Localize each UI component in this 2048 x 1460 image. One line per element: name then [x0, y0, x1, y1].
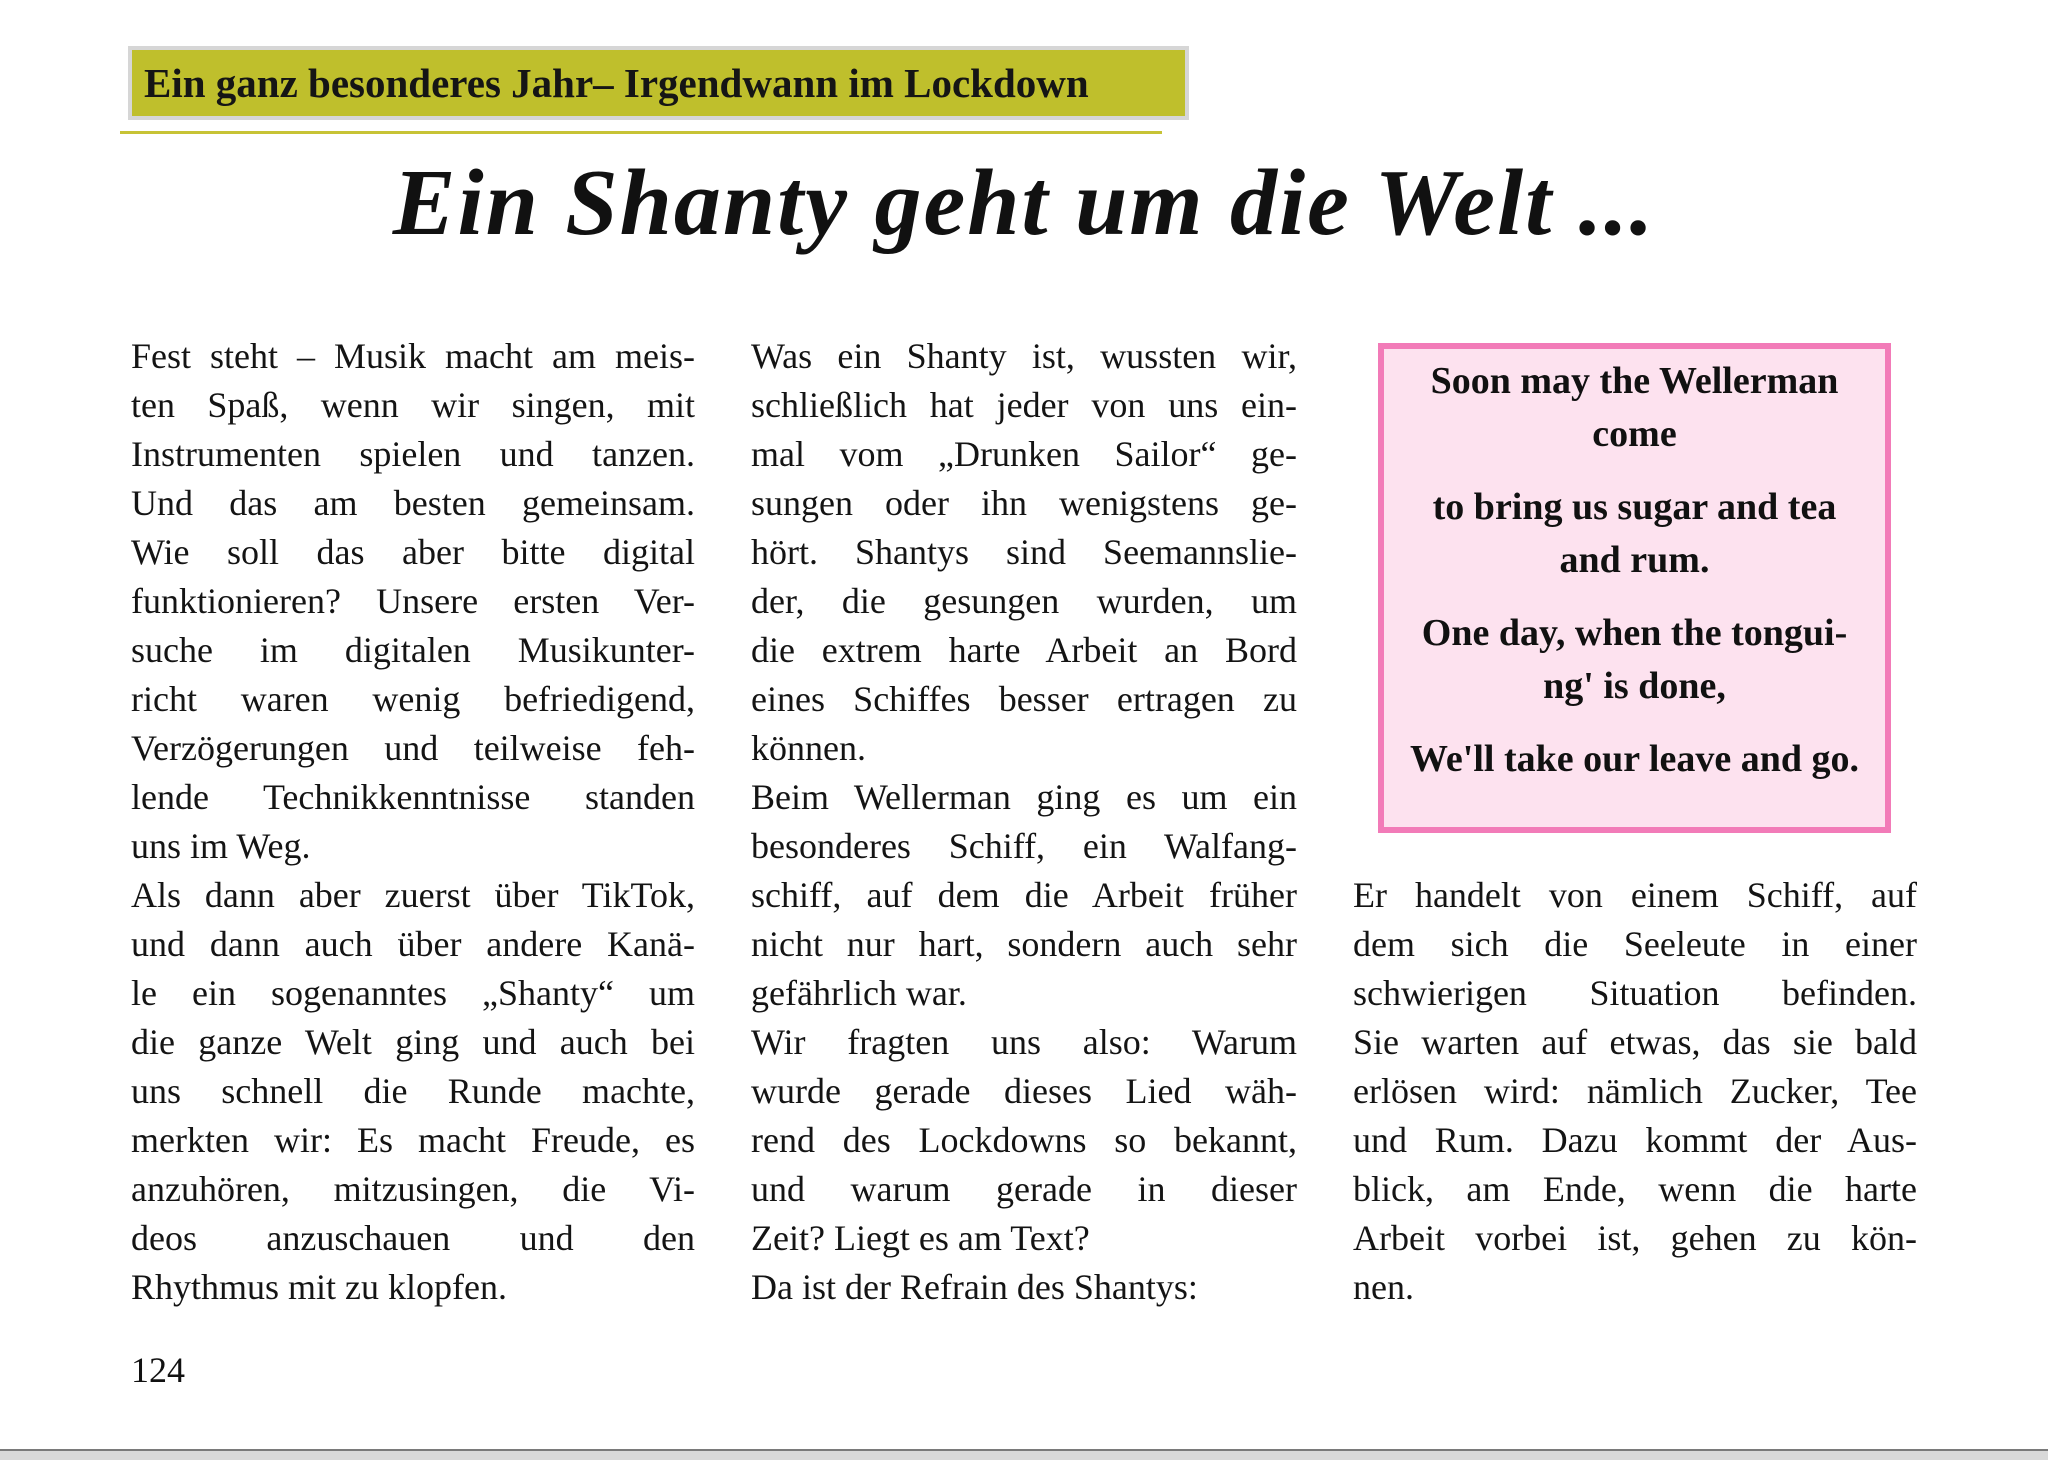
text-line: Was ein Shanty ist, wussten wir, [751, 336, 1297, 376]
text-line: schließlich hat jeder von uns ein- [751, 385, 1297, 425]
text-line: uns schnell die Runde machte, [131, 1071, 695, 1111]
text-line: Als dann aber zuerst über TikTok, [131, 875, 695, 915]
text-line: schwierigen Situation befinden. [1353, 973, 1917, 1013]
text-line: uns im Weg. [131, 826, 311, 866]
text-line: Verzögerungen und teilweise feh- [131, 728, 695, 768]
text-line: hört. Shantys sind Seemannslie- [751, 532, 1297, 572]
text-line: anzuhören, mitzusingen, die Vi- [131, 1169, 695, 1209]
text-line: und dann auch über andere Kanä- [131, 924, 695, 964]
text-line: eines Schiffes besser ertragen zu [751, 679, 1297, 719]
text-line: funktionieren? Unsere ersten Ver- [131, 581, 695, 621]
text-column-1 [131, 332, 695, 1312]
article-title: Ein Shanty geht um die Welt ... [392, 151, 1656, 255]
refrain-box [1378, 343, 1891, 833]
text-line: schiff, auf dem die Arbeit früher [751, 875, 1297, 915]
refrain-line: and rum. [1559, 539, 1710, 581]
section-header-label: Ein ganz besonderes Jahr– Irgendwann im Lockdown [144, 60, 1089, 106]
page-number: 124 [131, 1350, 185, 1390]
text-line: besonderes Schiff, ein Walfang- [751, 826, 1297, 866]
text-line: Er handelt von einem Schiff, auf [1353, 875, 1917, 915]
refrain-line: One day, when the tongui- [1421, 612, 1848, 654]
text-line: Arbeit vorbei ist, gehen zu kön- [1353, 1218, 1917, 1258]
text-line: richt waren wenig befriedigend, [131, 679, 695, 719]
text-line: le ein sogenanntes „Shanty“ um [131, 973, 695, 1013]
text-column-3 [1353, 871, 1917, 1312]
refrain-line: come [1592, 413, 1677, 455]
text-line: die extrem harte Arbeit an Bord [751, 630, 1297, 670]
refrain-line: ng' is done, [1543, 665, 1726, 707]
refrain-line: We'll take our leave and go. [1410, 738, 1859, 780]
text-line: rend des Lockdowns so bekannt, [751, 1120, 1297, 1160]
text-line: der, die gesungen wurden, um [751, 581, 1297, 621]
text-line: Wie soll das aber bitte digital [131, 532, 695, 572]
refrain-line: to bring us sugar and tea [1432, 486, 1837, 528]
text-line: und Rum. Dazu kommt der Aus- [1353, 1120, 1917, 1160]
text-line: suche im digitalen Musikunter- [131, 630, 695, 670]
text-line: Sie warten auf etwas, das sie bald [1353, 1022, 1917, 1062]
refrain-stanza [1384, 355, 1885, 461]
text-line: blick, am Ende, wenn die harte [1353, 1169, 1917, 1209]
refrain-stanza [1384, 481, 1885, 587]
text-line: und warum gerade in dieser [751, 1169, 1297, 1209]
text-line: Da ist der Refrain des Shantys: [751, 1267, 1198, 1307]
page-bottom-edge [0, 1449, 2048, 1460]
text-line: können. [751, 728, 866, 768]
text-line: ten Spaß, wenn wir singen, mit [131, 385, 695, 425]
text-line: nicht nur hart, sondern auch sehr [751, 924, 1297, 964]
text-line: merkten wir: Es macht Freude, es [131, 1120, 695, 1160]
text-line: Wir fragten uns also: Warum [751, 1022, 1297, 1062]
text-line: dem sich die Seeleute in einer [1353, 924, 1917, 964]
text-line: deos anzuschauen und den [131, 1218, 695, 1258]
text-line: Instrumenten spielen und tanzen. [131, 434, 695, 474]
text-line: mal vom „Drunken Sailor“ ge- [751, 434, 1297, 474]
text-line: nen. [1353, 1267, 1414, 1307]
refrain-line: Soon may the Wellerman [1430, 360, 1839, 402]
text-line: Zeit? Liegt es am Text? [751, 1218, 1090, 1258]
text-line: wurde gerade dieses Lied wäh- [751, 1071, 1297, 1111]
header-rule [120, 131, 1162, 134]
text-line: erlösen wird: nämlich Zucker, Tee [1353, 1071, 1917, 1111]
text-line: die ganze Welt ging und auch bei [131, 1022, 695, 1062]
text-column-2 [751, 332, 1297, 1312]
text-line: Beim Wellerman ging es um ein [751, 777, 1297, 817]
text-line: sungen oder ihn wenigstens ge- [751, 483, 1297, 523]
refrain-stanza [1384, 733, 1885, 786]
refrain-stanza [1384, 607, 1885, 713]
text-line: Fest steht – Musik macht am meis- [131, 336, 695, 376]
text-line: Rhythmus mit zu klopfen. [131, 1267, 507, 1307]
text-line: Und das am besten gemeinsam. [131, 483, 695, 523]
text-line: gefährlich war. [751, 973, 967, 1013]
text-line: lende Technikkenntnisse standen [131, 777, 695, 817]
section-header [128, 46, 1189, 120]
